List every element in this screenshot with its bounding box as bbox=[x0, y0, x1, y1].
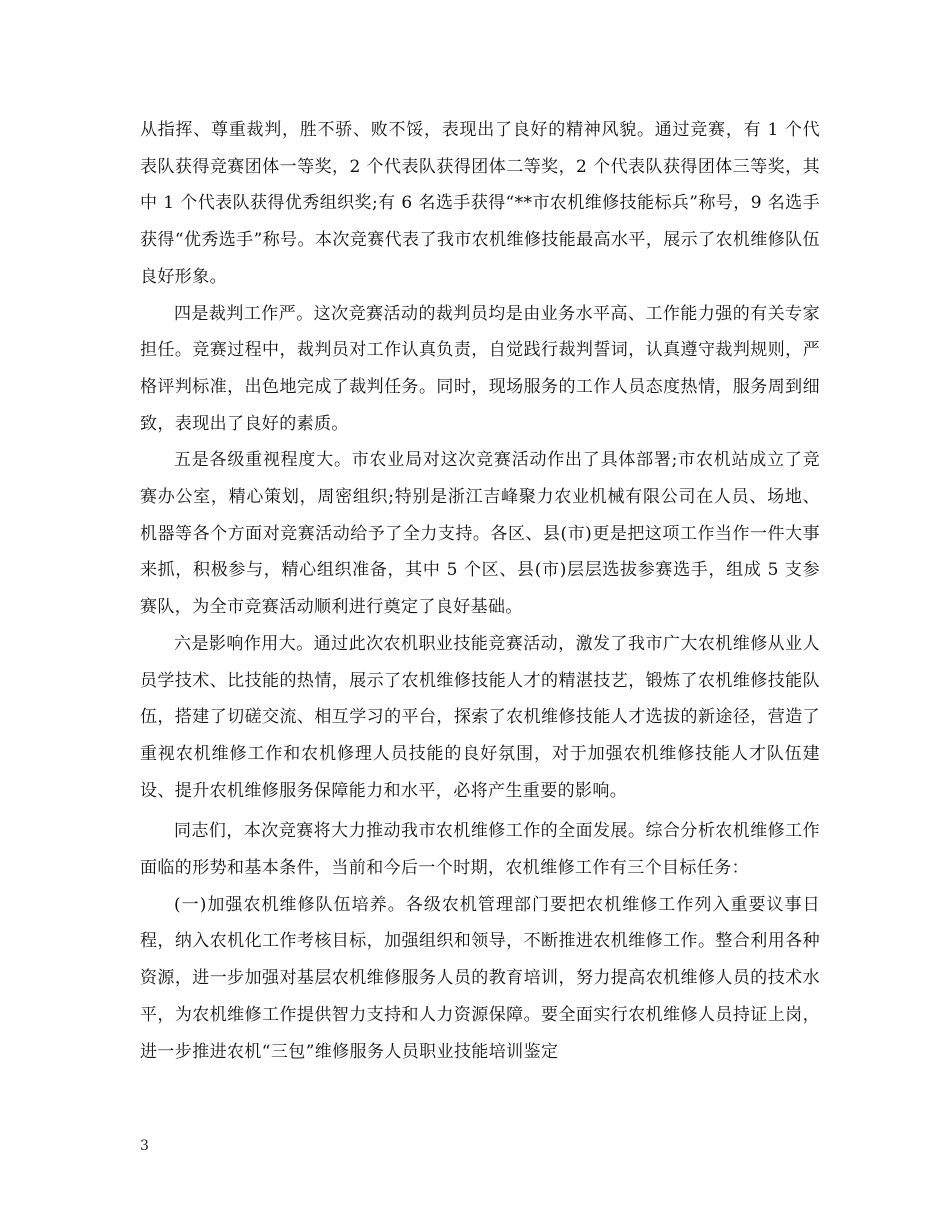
page-number: 3 bbox=[140, 1138, 149, 1154]
document-body bbox=[140, 112, 820, 1070]
paragraph-influence: 六是影响作用大。通过此次农机职业技能竞赛活动，激发了我市广大农机维修从业人员学技术、比技能的热情，展示了农机维修技能人才的精湛技艺，锻炼了农机维修技能队伍，搭建了切磋交流、相互学习的平台，探索了农机维修技能人才选拔的新途径，营造了重视农机维修工作和农机修理人员技能的良好氛围，对于加强农机维修技能人才队伍建设、提升农机维修服务保障能力和水平，必将产生重要的影响。 bbox=[140, 633, 820, 801]
paragraph-attention: 五是各级重视程度大。市农业局对这次竞赛活动作出了具体部署;市农机站成立了竞赛办公室，精心策划，周密组织;特别是浙江吉峰聚力农业机械有限公司在人员、场地、机器等各个方面对竞赛活动给予了全力支持。各区、县(市)更是把这项工作当作一件大事来抓，积极参与，精心组织准备，其中 5 个区、县(市)层层选拔参赛选手，组成 5 支参赛队，为全市竞赛活动顺利进行奠定了良好基础。 bbox=[140, 450, 820, 618]
paragraph-task-one: (一)加强农机维修队伍培养。各级农机管理部门要把农机维修工作列入重要议事日程，纳入农机化工作考核目标，加强组织和领导，不断推进农机维修工作。整合利用各种资源，进一步加强对基层农机维修服务人员的教育培训，努力提高农机维修人员的技术水平，为农机维修工作提供智力支持和人力资源保障。要全面实行农机维修人员持证上岗，进一步推进农机“三包”维修服务人员职业技能培训鉴定 bbox=[140, 894, 820, 1062]
paragraph-judging: 四是裁判工作严。这次竞赛活动的裁判员均是由业务水平高、工作能力强的有关专家担任。竞赛过程中，裁判员对工作认真负责，自觉践行裁判誓词，认真遵守裁判规则，严格评判标准，出色地完成了裁判任务。同时，现场服务的工作人员态度热情，服务周到细致，表现出了良好的素质。 bbox=[140, 303, 820, 434]
paragraph-awards: 从指挥、尊重裁判，胜不骄、败不馁，表现出了良好的精神风貌。通过竞赛，有 1 个代表队获得竞赛团体一等奖，2 个代表队获得团体二等奖，2 个代表队获得团体三等奖，其中 1 个代表队获得优秀组织奖;有 6 名选手获得“**市农机维修技能标兵”称号，9 名选手获得“优秀选手”称号。本次竞赛代表了我市农机维修技能最高水平，展示了农机维修队伍良好形象。 bbox=[140, 120, 820, 287]
paragraph-comrades: 同志们，本次竞赛将大力推动我市农机维修工作的全面发展。综合分析农机维修工作面临的形势和基本条件，当前和今后一个时期，农机维修工作有三个目标任务： bbox=[140, 821, 820, 879]
